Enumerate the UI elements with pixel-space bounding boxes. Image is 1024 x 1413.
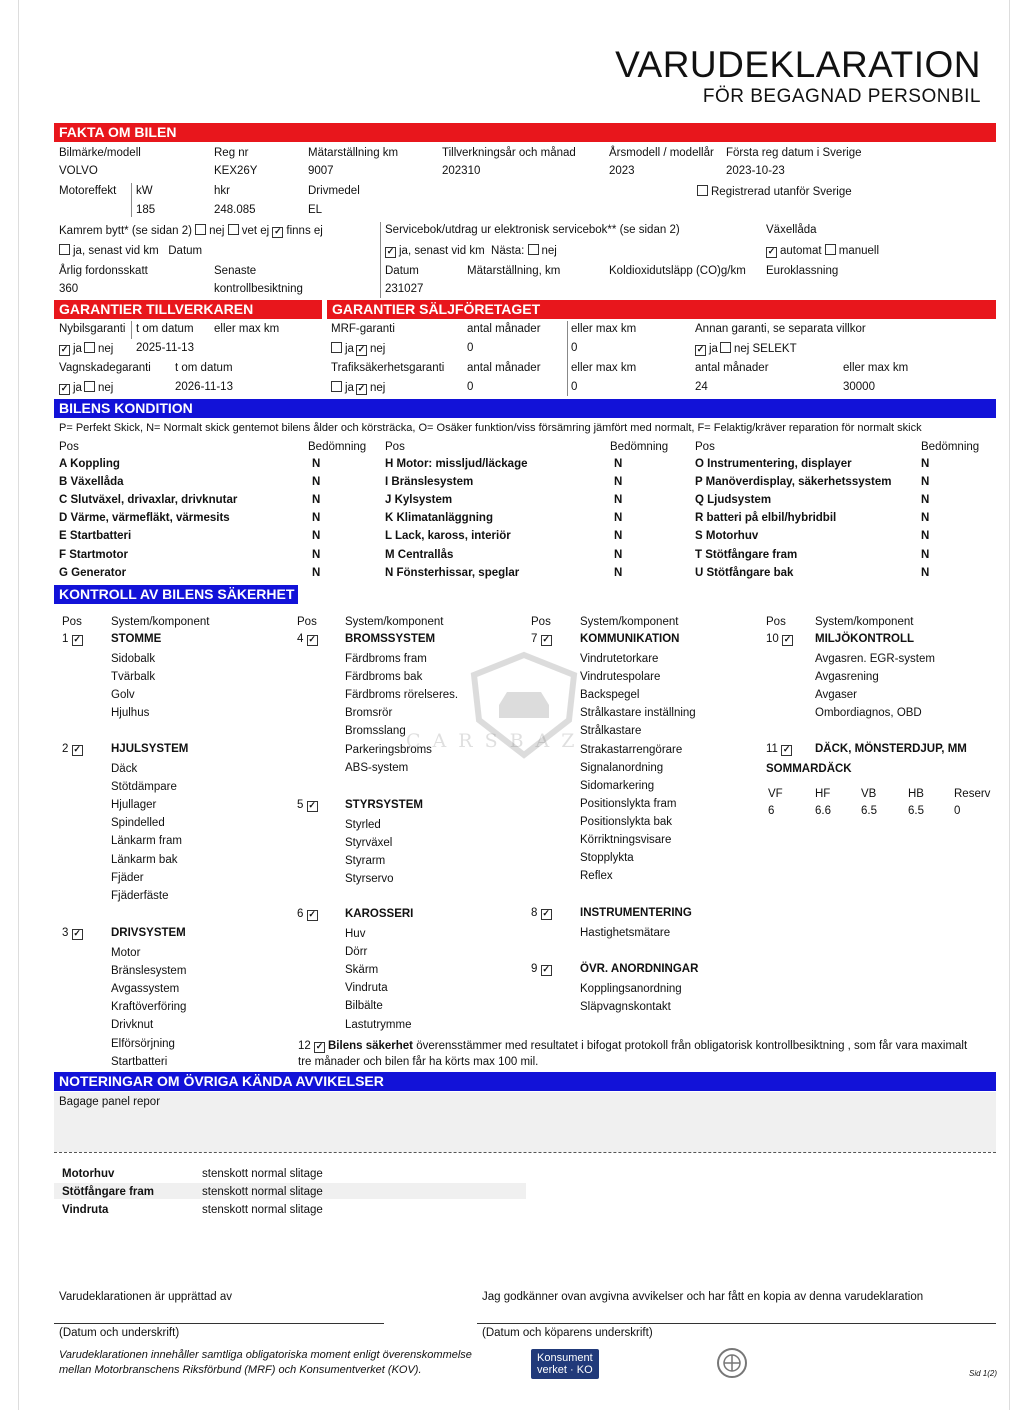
- group-item: Kopplingsanordning: [580, 983, 682, 995]
- footer-note-2: mellan Motorbranschens Riksförbund (MRF) och Konsumentverket (KOV).: [59, 1364, 422, 1376]
- divider: [131, 321, 132, 339]
- group-item: Stopplykta: [580, 852, 634, 865]
- checkbox-servicebok-ja[interactable]: [385, 247, 396, 258]
- label-annan-manader: antal månader: [695, 362, 769, 374]
- value-trafik-manader: 0: [467, 381, 474, 393]
- kondition-value: N: [614, 458, 623, 470]
- section-noteringar-heading: NOTERINGAR OM ÖVRIGA KÄNDA AVVIKELSER: [54, 1072, 996, 1091]
- signature-line-seller[interactable]: [54, 1323, 384, 1324]
- group-number: 3 ✓: [62, 927, 86, 940]
- tire-label: HB: [908, 788, 924, 800]
- checkbox-servicebok-nej[interactable]: [528, 244, 539, 255]
- group-item: Golv: [111, 689, 135, 702]
- kondition-bedomning-1: Bedömning: [308, 441, 367, 453]
- value-mrf-km: 0: [571, 342, 578, 354]
- group-item: Avgasren. EGR-system: [815, 653, 935, 665]
- checkbox-trafik-ja[interactable]: [331, 381, 342, 392]
- group-checkbox[interactable]: [72, 929, 83, 940]
- group-number: 8 ✓: [531, 907, 555, 920]
- group-item: Vindruta: [345, 982, 388, 995]
- label-matarstallning2: Mätarställning, km: [467, 265, 561, 277]
- kondition-item: I Bränslesystem: [385, 476, 474, 489]
- note-part: Vindruta: [62, 1204, 109, 1216]
- group-item: Sidomarkering: [580, 779, 655, 792]
- label-eller-max-km: eller max km: [214, 323, 280, 335]
- kondition-item: J Kylsystem: [385, 494, 453, 507]
- label-trafiksakerhetsgaranti: Trafiksäkerhetsgaranti: [331, 362, 445, 374]
- sak-system-4: System/komponent: [815, 616, 914, 628]
- g12-line2: tre månader och bilen får ha körts max 100 mil.: [298, 1056, 539, 1068]
- checkbox-vagnskada-ja[interactable]: [59, 384, 70, 395]
- value-annan-km: 30000: [843, 381, 875, 393]
- mrf-seal-icon: [713, 1346, 751, 1385]
- value-nybil-datum: 2025-11-13: [136, 342, 194, 354]
- tire-label: Reserv: [954, 788, 991, 800]
- group-item: Avgaser: [815, 689, 857, 702]
- kondition-value: N: [312, 494, 321, 507]
- kondition-value: N: [921, 458, 930, 470]
- kondition-item: E Startbatteri: [59, 530, 132, 543]
- label-annan-km: eller max km: [843, 362, 909, 374]
- noteringar-divider: [54, 1152, 996, 1153]
- divider: [131, 183, 132, 217]
- kondition-item: M Centrallås: [385, 548, 454, 561]
- group-item: Bränslesystem: [111, 965, 187, 978]
- document-page: [18, 0, 1010, 1410]
- sak-pos-1: Pos: [62, 616, 82, 628]
- label-hkr: hkr: [214, 185, 230, 197]
- group-checkbox[interactable]: [72, 745, 83, 756]
- value-tillverkning: 202310: [442, 165, 481, 177]
- group-number: 2 ✓: [62, 743, 86, 756]
- group-checkbox[interactable]: [307, 635, 318, 646]
- checkbox-annan-ja[interactable]: [695, 345, 706, 356]
- group-item: Vindrutetorkare: [580, 653, 659, 665]
- vagnskada-ja-nej: ✓ja nej: [59, 381, 113, 395]
- value-vagnskada-datum: 2026-11-13: [175, 381, 233, 393]
- label-matarstallning: Mätarställning km: [308, 147, 399, 159]
- footer-note-1: Varudeklarationen innehåller samtliga obligatoriska moment enligt överenskommelse: [59, 1349, 472, 1361]
- watermark-text: CARSBAZ: [406, 730, 587, 752]
- kondition-bedomning-2: Bedömning: [610, 441, 669, 453]
- label-tom-datum2: t om datum: [175, 362, 233, 374]
- label-annan-garanti: Annan garanti, se separata villkor: [695, 323, 866, 335]
- group-number: 4 ✓: [297, 633, 321, 646]
- tire-value: 6.5: [908, 805, 924, 817]
- checkbox-trafik-nej[interactable]: [356, 384, 367, 395]
- group-item: Färdbroms rörelseres.: [345, 689, 459, 702]
- label-fordonsskatt: Årlig fordonsskatt: [59, 265, 148, 277]
- checkbox-kamrem-nej[interactable]: [195, 224, 206, 235]
- note-text: stenskott normal slitage: [202, 1186, 323, 1198]
- label-servicebok: Servicebok/utdrag ur elektronisk servicebok** (se sidan 2): [385, 224, 680, 236]
- group-item: Elförsörjning: [111, 1037, 175, 1050]
- kondition-value: N: [312, 476, 321, 489]
- group-title: BROMSSYSTEM: [345, 633, 436, 645]
- tire-value: 6.6: [815, 805, 831, 817]
- group-item: Tvärbalk: [111, 671, 156, 684]
- group-number: 5 ✓: [297, 799, 321, 812]
- group-item: Positionslykta bak: [580, 815, 673, 828]
- group-checkbox[interactable]: [307, 910, 318, 921]
- page-title: VARUDEKLARATION: [615, 44, 981, 85]
- group-number: 6 ✓: [297, 908, 321, 921]
- label-trafik-manader: antal månader: [467, 362, 541, 374]
- kondition-value: N: [614, 566, 623, 579]
- group-item: Signalanordning: [580, 761, 664, 774]
- konsumentverket-logo: Konsument verket · KO: [531, 1349, 599, 1379]
- note-part: Stötfångare fram: [62, 1186, 155, 1198]
- checkbox-annan-nej[interactable]: [720, 342, 731, 353]
- section-kondition-heading: BILENS KONDITION: [54, 399, 996, 418]
- label-regnr: Reg nr: [214, 147, 249, 159]
- value-annan: SELEKT: [752, 343, 797, 355]
- kondition-value: N: [921, 530, 930, 543]
- checkbox-kamrem-ja[interactable]: [59, 244, 70, 255]
- mrf-ja-nej: ja✓ nej: [331, 342, 385, 356]
- sak-pos-3: Pos: [531, 616, 551, 628]
- group-item: Backspegel: [580, 689, 640, 702]
- upprattad-label: Varudeklarationen är upprättad av: [59, 1291, 233, 1303]
- kondition-item: F Startmotor: [59, 548, 128, 561]
- label-antal-manader: antal månader: [467, 323, 541, 335]
- section-fakta-heading: FAKTA OM BILEN: [54, 123, 996, 142]
- group-item: Strålkastare inställning: [580, 707, 696, 720]
- group-item: Reflex: [580, 870, 613, 883]
- group-title: KOMMUNIKATION: [580, 633, 680, 645]
- kondition-value: N: [921, 548, 930, 561]
- group-item: Bilbälte: [345, 1000, 383, 1013]
- vaxellada-row: ✓automat manuell: [766, 244, 879, 258]
- group-checkbox[interactable]: [72, 635, 83, 646]
- checkbox-automat[interactable]: [766, 247, 777, 258]
- annan-ja-nej: ✓ ja nej SELEKT: [695, 342, 797, 356]
- kondition-item: P Manöverdisplay, säkerhetssystem: [695, 476, 892, 489]
- checkbox-nybil-ja[interactable]: [59, 345, 70, 356]
- group-item: Styrservo: [345, 873, 394, 886]
- group-title: STOMME: [111, 633, 162, 645]
- datum-kopare: (Datum och köparens underskrift): [482, 1327, 653, 1339]
- section-garanti-saljforetaget-heading: GARANTIER SÄLJFÖRETAGET: [327, 300, 996, 319]
- value-fordonsskatt: 360: [59, 283, 79, 295]
- kondition-bedomning-3: Bedömning: [921, 441, 980, 453]
- kondition-pos-3: Pos: [695, 441, 715, 453]
- tire-label: VB: [861, 788, 877, 800]
- kondition-value: N: [312, 512, 321, 525]
- sak-system-3: System/komponent: [580, 616, 679, 628]
- group-item: Strålkastare: [580, 725, 642, 738]
- value-arsmodell: 2023: [609, 165, 635, 177]
- group-item: Vindrutespolare: [580, 671, 661, 684]
- group-number: 9 ✓: [531, 963, 555, 976]
- group-number: 10 ✓: [766, 633, 796, 646]
- kondition-item: N Fönsterhissar, speglar: [385, 566, 520, 579]
- kondition-item: S Motorhuv: [695, 530, 759, 543]
- group-item: Bromsrör: [345, 707, 393, 720]
- checkbox-mrf-ja[interactable]: [331, 342, 342, 353]
- kondition-value: N: [614, 548, 623, 561]
- group-item: Dörr: [345, 946, 368, 959]
- group-item: Färdbroms fram: [345, 653, 427, 665]
- label-tillverkning: Tillverkningsår och månad: [442, 147, 576, 159]
- group-item: Positionslykta fram: [580, 797, 677, 810]
- label-forsta-reg: Första reg datum i Sverige: [726, 147, 862, 159]
- group-item: Hastighetsmätare: [580, 927, 671, 939]
- trafik-ja-nej: ja✓ nej: [331, 381, 385, 395]
- group-checkbox[interactable]: [541, 909, 552, 920]
- kondition-item: O Instrumentering, displayer: [695, 458, 852, 470]
- group-item: Strakastarrengörare: [580, 743, 683, 756]
- label-tom-datum: t om datum: [136, 323, 194, 335]
- group-item: Släpvagnskontakt: [580, 1001, 671, 1014]
- checkbox-vagnskada-nej[interactable]: [84, 381, 95, 392]
- group-checkbox[interactable]: [541, 635, 552, 646]
- label-vagnskadegaranti: Vagnskadegaranti: [59, 362, 151, 374]
- kondition-item: U Stötfångare bak: [695, 566, 794, 579]
- kondition-value: N: [921, 566, 930, 579]
- label-senaste: Senaste: [214, 265, 257, 277]
- group-title: MILJÖKONTROLL: [815, 633, 915, 645]
- signature-line-buyer[interactable]: [477, 1323, 996, 1324]
- group-checkbox[interactable]: [541, 965, 552, 976]
- group-item: Skärm: [345, 964, 379, 977]
- section-sakerhet-heading: KONTROLL AV BILENS SÄKERHET: [54, 585, 298, 604]
- kondition-value: N: [312, 548, 321, 561]
- kondition-item: C Slutväxel, drivaxlar, drivknutar: [59, 494, 238, 507]
- section-garanti-tillverkaren-heading: GARANTIER TILLVERKAREN: [54, 300, 322, 319]
- group-title: HJULSYSTEM: [111, 743, 189, 755]
- group-item: Drivknut: [111, 1019, 154, 1032]
- value-kw: 185: [136, 204, 156, 216]
- group-title: DRIVSYSTEM: [111, 927, 186, 939]
- sak-system-1: System/komponent: [111, 616, 210, 628]
- checkbox-g12[interactable]: [314, 1042, 325, 1053]
- group-item: Länkarm bak: [111, 853, 178, 866]
- kondition-value: N: [614, 530, 623, 543]
- kondition-value: N: [614, 494, 623, 507]
- kondition-item: T Stötfångare fram: [695, 548, 798, 561]
- group-item: Hjulhus: [111, 707, 150, 720]
- group-item: Motor: [111, 947, 141, 959]
- group-item: Styrväxel: [345, 837, 393, 850]
- group-item: Däck: [111, 763, 138, 775]
- noteringar-area: [54, 1092, 996, 1152]
- checkbox-nybil-nej[interactable]: [84, 342, 95, 353]
- checkbox-kamrem-finns-ej[interactable]: [272, 227, 283, 238]
- group-number: 7 ✓: [531, 633, 555, 646]
- note-text: stenskott normal slitage: [202, 1168, 323, 1180]
- kondition-item: Q Ljudsystem: [695, 494, 772, 507]
- g12-line1: 12 ✓ Bilens säkerhet överensstämmer med resultatet i bifogat protokoll från obligatorisk kontrollbesiktning , som får vara maximalt: [298, 1040, 967, 1053]
- kondition-value: N: [614, 476, 623, 489]
- group-item: Färdbroms bak: [345, 671, 423, 684]
- servicebok-row: ✓ja, senast vid km Nästa: nej: [385, 244, 557, 258]
- registrerad-utanfor: Registrerad utanför Sverige: [697, 185, 852, 198]
- label-nybilsgaranti: Nybilsgaranti: [59, 323, 126, 335]
- group-item: Lastutrymme: [345, 1018, 412, 1031]
- value-bilmarke: VOLVO: [59, 165, 98, 177]
- kondition-item: D Värme, värmefläkt, värmesits: [59, 512, 230, 525]
- group-item: Länkarm fram: [111, 835, 182, 848]
- nybil-ja-nej: ✓ja nej: [59, 342, 113, 356]
- group-item: ABS-system: [345, 761, 409, 774]
- label-trafik-max-km: eller max km: [571, 362, 637, 374]
- value-service-datum: 231027: [385, 283, 424, 295]
- group-number: 1 ✓: [62, 633, 86, 646]
- group-item: Körriktningsvisare: [580, 834, 672, 846]
- kamrem-ja-row: ja, senast vid km Datum: [59, 244, 202, 257]
- group-item: Spindelled: [111, 817, 165, 830]
- group-item: Hjullager: [111, 799, 157, 812]
- group-item: Fjäderfäste: [111, 889, 169, 902]
- group-checkbox[interactable]: [781, 745, 792, 756]
- tire-label: HF: [815, 788, 831, 800]
- sak-pos-4: Pos: [766, 616, 786, 628]
- group-item: Fjäder: [111, 871, 144, 884]
- value-trafik-km: 0: [571, 381, 578, 393]
- sak-system-2: System/komponent: [345, 616, 444, 628]
- checkbox-registrerad-utanfor[interactable]: [697, 185, 708, 196]
- label-mrf-max-km: eller max km: [571, 323, 637, 335]
- kondition-item: K Klimatanläggning: [385, 512, 493, 525]
- divider: [380, 222, 381, 298]
- checkbox-kamrem-vet-ej[interactable]: [228, 224, 239, 235]
- group-title: KAROSSERI: [345, 908, 414, 920]
- kondition-pos-1: Pos: [59, 441, 79, 453]
- kondition-value: N: [921, 512, 930, 525]
- kondition-pos-2: Pos: [385, 441, 405, 453]
- label-euroklass: Euroklassning: [766, 265, 839, 277]
- group-checkbox[interactable]: [307, 801, 318, 812]
- kondition-value: N: [312, 530, 321, 543]
- kondition-item: L Lack, kaross, interiör: [385, 530, 511, 543]
- value-mrf-manader: 0: [467, 342, 474, 354]
- kamrem-row: Kamrem bytt* (se sidan 2) nej vet ej ✓ finns ej: [59, 224, 323, 238]
- label-motoreffekt: Motoreffekt: [59, 185, 117, 197]
- tire-label: VF: [768, 788, 783, 800]
- kondition-item: B Växellåda: [59, 476, 124, 489]
- label-datum2: Datum: [385, 265, 419, 277]
- kondition-value: N: [614, 512, 623, 525]
- label-vaxellada: Växellåda: [766, 224, 817, 236]
- noteringar-text: Bagage panel repor: [59, 1096, 161, 1108]
- kondition-item: A Koppling: [59, 458, 120, 470]
- label-drivmedel: Drivmedel: [308, 185, 360, 197]
- page-number: Sid 1(2): [969, 1369, 998, 1378]
- kondition-value: N: [312, 458, 321, 470]
- label-koldioxid: Koldioxidutsläpp (CO)g/km: [609, 265, 746, 277]
- group-title: ÖVR. ANORDNINGAR: [580, 963, 699, 975]
- value-forsta-reg: 2023-10-23: [726, 165, 785, 177]
- kondition-value: N: [921, 476, 930, 489]
- kondition-item: G Generator: [59, 566, 127, 579]
- tire-value: 0: [954, 805, 961, 817]
- label-kontrollbesiktning: kontrollbesiktning: [214, 283, 303, 295]
- value-regnr: KEX26Y: [214, 165, 258, 177]
- value-drivmedel: EL: [308, 204, 323, 216]
- group-checkbox[interactable]: [782, 635, 793, 646]
- group-item: Styrarm: [345, 855, 386, 868]
- kondition-value: N: [921, 494, 930, 507]
- group-item: Huv: [345, 928, 366, 940]
- godkanner-label: Jag godkänner ovan avgivna avvikelser och har fått en kopia av denna varudeklaration: [482, 1291, 924, 1303]
- label-arsmodell: Årsmodell / modellår: [609, 147, 714, 159]
- group-item: Parkeringsbroms: [345, 743, 432, 756]
- value-annan-manader: 24: [695, 381, 708, 393]
- tire-value: 6.5: [861, 805, 877, 817]
- group-item: Avgassystem: [111, 983, 180, 996]
- value-matarstallning: 9007: [308, 165, 334, 177]
- group-item: Avgasrening: [815, 671, 879, 684]
- kondition-legend: P= Perfekt Skick, N= Normalt skick gentemot bilens ålder och körsträcka, O= Osäker funktion/viss försämring jämfört med normalt, F= Felaktig/kräver reparation för normalt skick: [59, 422, 922, 434]
- group-title: STYRSYSTEM: [345, 799, 423, 811]
- tire-value: 6: [768, 805, 775, 817]
- sak-pos-2: Pos: [297, 616, 317, 628]
- group-number: 11 ✓: [766, 743, 795, 756]
- checkbox-mrf-nej[interactable]: [356, 345, 367, 356]
- note-part: Motorhuv: [62, 1168, 115, 1180]
- kondition-item: H Motor: missljud/läckage: [385, 458, 528, 470]
- label-mrf-garanti: MRF-garanti: [331, 323, 395, 335]
- kondition-item: R batteri på elbil/hybridbil: [695, 512, 837, 525]
- page-subtitle: FÖR BEGAGNAD PERSONBIL: [702, 86, 981, 107]
- group-item: Startbatteri: [111, 1055, 168, 1068]
- kondition-value: N: [312, 566, 321, 579]
- sommardack-label: SOMMARDÄCK: [766, 763, 852, 775]
- group-item: Ombordiagnos, OBD: [815, 707, 922, 720]
- note-text: stenskott normal slitage: [202, 1204, 323, 1216]
- datum-underskrift: (Datum och underskrift): [59, 1327, 180, 1339]
- group-item: Kraftöverföring: [111, 1001, 187, 1014]
- divider: [567, 321, 568, 396]
- group-title: INSTRUMENTERING: [580, 907, 692, 919]
- checkbox-manuell[interactable]: [825, 244, 836, 255]
- label-kw: kW: [136, 185, 153, 197]
- value-hkr: 248.085: [214, 204, 256, 216]
- group-item: Styrled: [345, 819, 381, 831]
- label-bilmarke: Bilmärke/modell: [59, 147, 141, 159]
- group-title: DÄCK, MÖNSTERDJUP, MM: [815, 743, 967, 755]
- group-item: Bromsslang: [345, 725, 406, 738]
- group-item: Stötdämpare: [111, 781, 177, 794]
- group-item: Sidobalk: [111, 653, 156, 665]
